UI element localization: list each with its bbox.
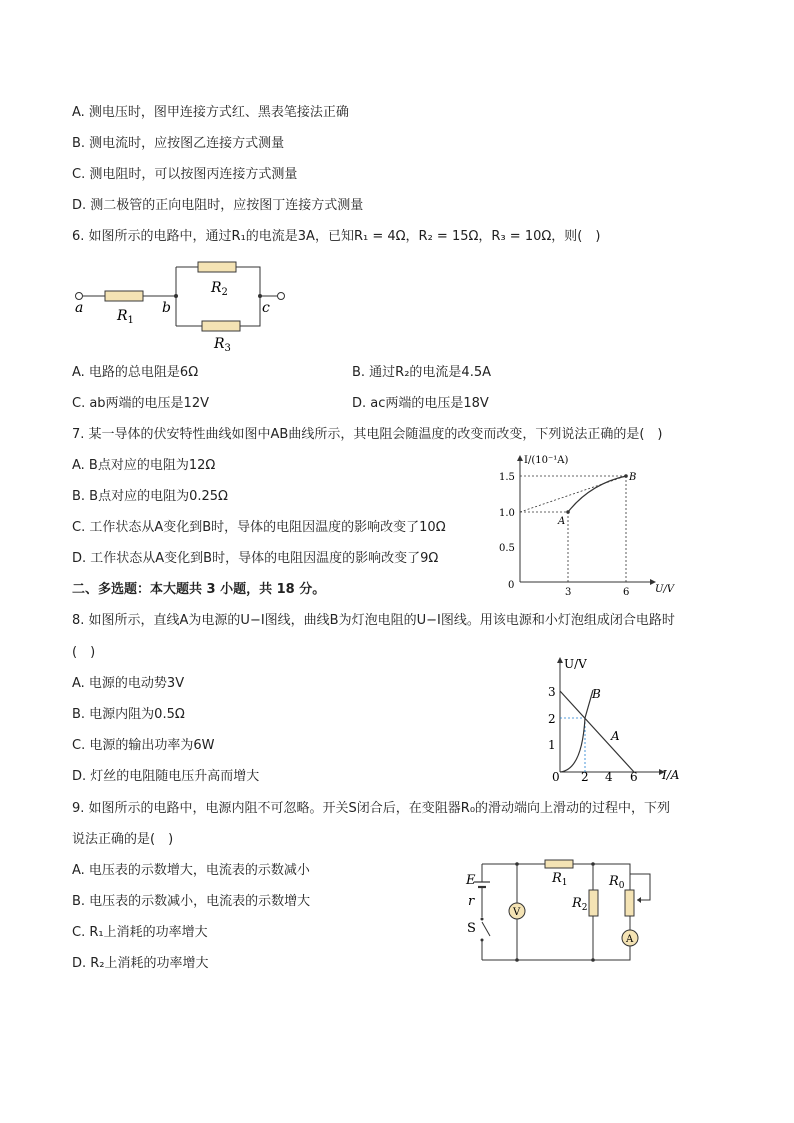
origin-label: 0 bbox=[508, 580, 515, 591]
q9-option-a: A. 电压表的示数增大，电流表的示数减小 bbox=[72, 863, 310, 878]
q5-option-a: A. 测电压时，图甲连接方式红、黑表笔接法正确 bbox=[72, 105, 349, 120]
label-r1: $R_1$ bbox=[552, 871, 568, 888]
label-c: c bbox=[262, 300, 270, 316]
q7-option-d: D. 工作状态从A变化到B时，导体的电阻因温度的影响改变了9Ω bbox=[72, 551, 439, 566]
y-tick-2: 2 bbox=[548, 712, 556, 726]
y-tick-1-5: 1.5 bbox=[499, 472, 515, 483]
label-r-internal: r bbox=[468, 894, 475, 909]
q7-iu-graph bbox=[498, 448, 688, 596]
q8-stem-line2: ( ) bbox=[72, 645, 96, 660]
q6-option-c: C. ab两端的电压是12V bbox=[72, 396, 209, 411]
q7-option-c: C. 工作状态从A变化到B时，导体的电阻因温度的影响改变了10Ω bbox=[72, 520, 446, 535]
x-tick-6: 6 bbox=[630, 770, 638, 784]
switch-s-icon bbox=[482, 922, 490, 936]
line-a-label: A bbox=[611, 729, 620, 743]
y-tick-1-0: 1.0 bbox=[499, 508, 515, 519]
q8-option-b: B. 电源内阻为0.5Ω bbox=[72, 707, 185, 722]
label-r2: $R_2$ bbox=[211, 280, 228, 298]
y-tick-0-5: 0.5 bbox=[499, 543, 515, 554]
q6-option-a: A. 电路的总电阻是6Ω bbox=[72, 365, 199, 380]
x-tick-6: 6 bbox=[623, 587, 630, 596]
label-a-meter: A bbox=[626, 934, 634, 945]
q7-option-a: A. B点对应的电阻为12Ω bbox=[72, 458, 216, 473]
label-r0: $R_0$ bbox=[609, 874, 625, 891]
y-tick-3: 3 bbox=[548, 685, 556, 699]
q7-option-b: B. B点对应的电阻为0.25Ω bbox=[72, 489, 228, 504]
x-axis-label: I/A bbox=[662, 768, 680, 782]
x-tick-2: 2 bbox=[581, 770, 589, 784]
origin-label: 0 bbox=[552, 770, 560, 784]
q8-stem-line1: 8. 如图所示，直线A为电源的U−I图线，曲线B为灯泡电阻的U−I图线。用该电源和小灯泡组成闭合电路时 bbox=[72, 613, 675, 628]
resistor-r2-icon bbox=[589, 890, 598, 916]
resistor-r1-icon bbox=[545, 860, 573, 868]
q9-stem-line1: 9. 如图所示的电路中，电源内阻不可忽略。开关S闭合后，在变阻器R₀的滑动端向上滑动的过程中，下列 bbox=[72, 801, 671, 816]
label-v: V bbox=[513, 907, 521, 918]
label-r1: $R_1$ bbox=[117, 308, 134, 326]
q9-circuit-figure bbox=[460, 852, 680, 970]
label-r2: $R_2$ bbox=[572, 896, 588, 913]
label-a: a bbox=[75, 300, 84, 316]
q9-option-c: C. R₁上消耗的功率增大 bbox=[72, 925, 208, 940]
resistor-r2-icon bbox=[198, 262, 236, 272]
section-title-multi-choice: 二、多选题：本大题共 3 小题，共 18 分。 bbox=[72, 582, 326, 597]
q8-option-d: D. 灯丝的电阻随电压升高而增大 bbox=[72, 769, 260, 784]
resistor-r1-icon bbox=[105, 291, 143, 301]
y-tick-1: 1 bbox=[548, 738, 556, 752]
x-axis-label: U/V bbox=[655, 584, 675, 595]
line-a bbox=[560, 691, 634, 772]
x-tick-4: 4 bbox=[605, 770, 613, 784]
point-a-label: A bbox=[558, 516, 566, 527]
point-b-label: B bbox=[629, 472, 637, 483]
y-axis-label: U/V bbox=[564, 657, 587, 671]
label-b: b bbox=[162, 300, 171, 316]
q5-option-c: C. 测电阻时，可以按图丙连接方式测量 bbox=[72, 167, 298, 182]
curve-b-label: B bbox=[592, 687, 601, 701]
curve-ab bbox=[568, 476, 626, 512]
rheostat-r0-icon bbox=[625, 890, 634, 916]
q9-option-b: B. 电压表的示数减小，电流表的示数增大 bbox=[72, 894, 311, 909]
q5-option-d: D. 测二极管的正向电阻时，应按图丁连接方式测量 bbox=[72, 198, 364, 213]
q6-stem: 6. 如图所示的电路中，通过R₁的电流是3A，已知R₁ = 4Ω，R₂ = 15Ω，R₃ = 10Ω，则( ) bbox=[72, 229, 601, 244]
x-tick-3: 3 bbox=[565, 587, 572, 596]
q6-circuit-figure bbox=[70, 252, 300, 352]
terminal-c-icon bbox=[278, 293, 285, 300]
q6-option-d: D. ac两端的电压是18V bbox=[352, 396, 489, 411]
q5-option-b: B. 测电流时，应按图乙连接方式测量 bbox=[72, 136, 285, 151]
curve-b bbox=[560, 690, 593, 772]
q7-stem: 7. 某一导体的伏安特性曲线如图中AB曲线所示，其电阻会随温度的改变而改变，下列说法正确的是( ) bbox=[72, 427, 663, 442]
q9-option-d: D. R₂上消耗的功率增大 bbox=[72, 956, 209, 971]
label-r3: $R_3$ bbox=[214, 336, 231, 352]
q9-stem-line2: 说法正确的是( ) bbox=[72, 832, 174, 847]
terminal-a-icon bbox=[76, 293, 83, 300]
q8-option-a: A. 电源的电动势3V bbox=[72, 676, 185, 691]
label-s: S bbox=[467, 921, 476, 936]
q8-ui-graph bbox=[542, 652, 692, 784]
q8-option-c: C. 电源的输出功率为6W bbox=[72, 738, 215, 753]
label-e: E bbox=[466, 873, 476, 888]
y-axis-label: I/(10⁻¹A) bbox=[524, 455, 569, 466]
resistor-r3-icon bbox=[202, 321, 240, 331]
q6-option-b: B. 通过R₂的电流是4.5A bbox=[352, 365, 491, 380]
